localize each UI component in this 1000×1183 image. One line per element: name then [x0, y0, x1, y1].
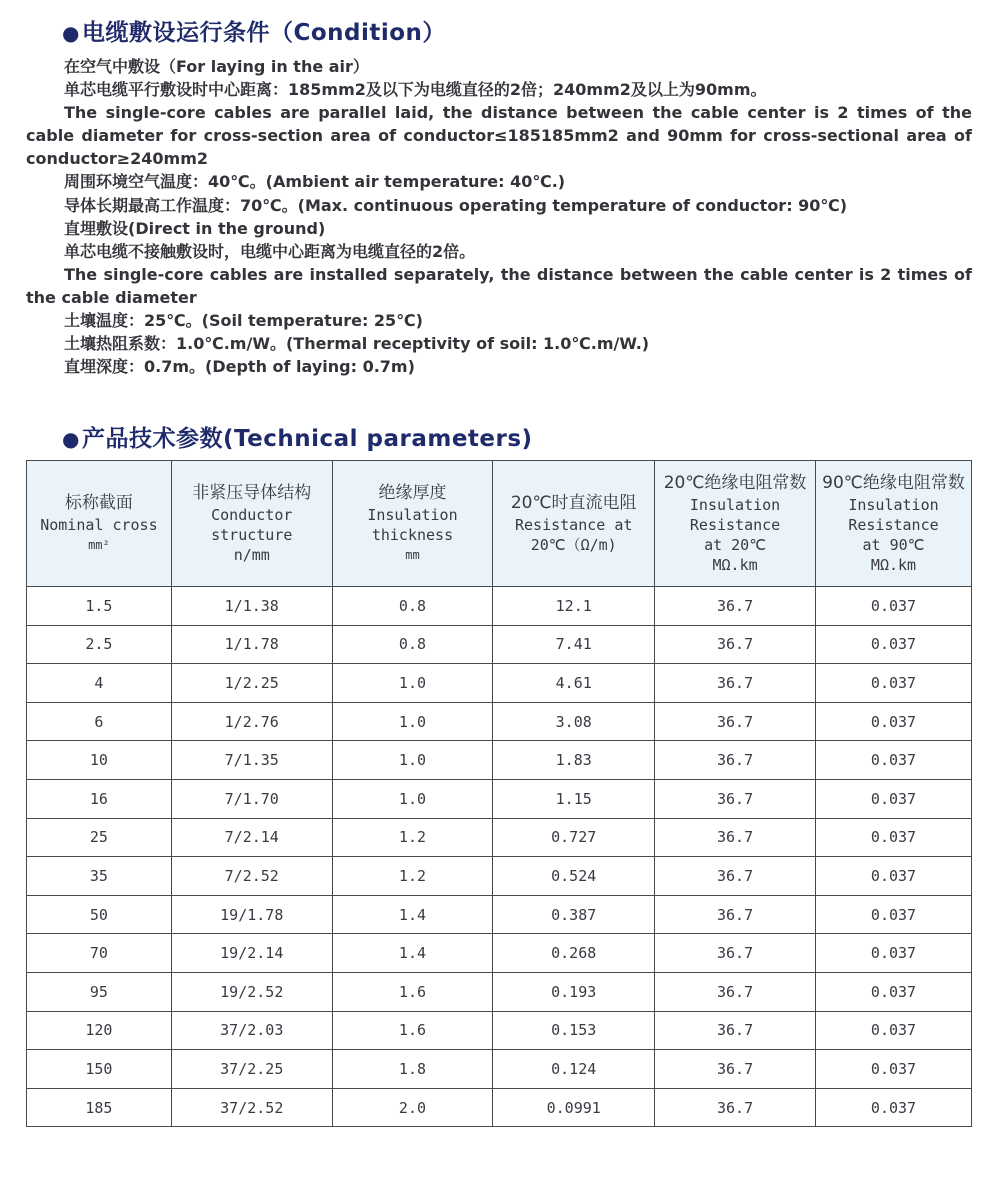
- column-header-cn: 标称截面: [64, 492, 133, 513]
- table-cell: 0.037: [816, 972, 972, 1011]
- table-cell: 1.2: [332, 818, 493, 857]
- table-cell: 36.7: [655, 1050, 816, 1089]
- column-header-en: Conductor: [211, 505, 293, 524]
- table-cell: 7/1.35: [171, 741, 332, 780]
- column-header-en: Resistance: [848, 515, 939, 534]
- table-cell: 36.7: [655, 625, 816, 664]
- table-cell: 0.268: [493, 934, 655, 973]
- table-cell: 1.0: [332, 779, 493, 818]
- condition-line: 直埋深度：0.7m。(Depth of laying: 0.7m): [64, 357, 415, 377]
- column-header-en: Insulation: [689, 495, 781, 514]
- table-cell: 25: [27, 818, 172, 857]
- table-row: [27, 895, 972, 934]
- condition-line: 周围环境空气温度：40℃。(Ambient air temperature: 40℃.): [64, 172, 566, 192]
- table-cell: 36.7: [655, 857, 816, 896]
- table-row: [27, 1050, 972, 1089]
- table-cell: 0.037: [816, 818, 972, 857]
- table-row: [27, 587, 972, 626]
- table-cell: 0.037: [816, 625, 972, 664]
- table-cell: 2.0: [332, 1088, 493, 1127]
- table-cell: 0.124: [493, 1050, 655, 1089]
- column-header-cn: 非紧压导体结构: [192, 482, 312, 503]
- table-cell: 0.8: [332, 625, 493, 664]
- table-row: [27, 664, 972, 703]
- table-row: [27, 1011, 972, 1050]
- condition-line: 导体长期最高工作温度：70℃。(Max. continuous operating temperature of conductor: 90℃): [64, 195, 848, 215]
- table-cell: 1.6: [332, 1011, 493, 1050]
- column-header: [493, 461, 655, 587]
- table-cell: 10: [27, 741, 172, 780]
- column-header-en: at 90℃: [862, 535, 925, 554]
- condition-line: 土壤温度：25℃。(Soil temperature: 25℃): [64, 311, 423, 331]
- column-header-en: MΩ.km: [870, 555, 917, 574]
- table-cell: 36.7: [655, 818, 816, 857]
- condition-line: 土壤热阻系数：1.0℃.m/W。(Thermal receptivity of soil: 1.0℃.m/W.): [64, 334, 650, 354]
- column-header-cn: 20℃时直流电阻: [510, 492, 637, 513]
- table-cell: 12.1: [493, 587, 655, 626]
- table-cell: 19/2.14: [171, 934, 332, 973]
- condition-line: 在空气中敷设（For laying in the air）: [64, 57, 369, 76]
- table-cell: 0.037: [816, 895, 972, 934]
- column-header: [27, 461, 172, 587]
- column-header-cn: 90℃绝缘电阻常数: [822, 472, 965, 493]
- table-cell: 36.7: [655, 779, 816, 818]
- condition-heading-text: 电缆敷设运行条件（Condition）: [81, 20, 446, 46]
- table-cell: 70: [27, 934, 172, 973]
- table-cell: 1.83: [493, 741, 655, 780]
- table-cell: 3.08: [493, 702, 655, 741]
- table-cell: 36.7: [655, 934, 816, 973]
- condition-heading: [62, 14, 446, 47]
- table-cell: 1.0: [332, 741, 493, 780]
- table-cell: 0.037: [816, 587, 972, 626]
- condition-line: The single-core cables are parallel laid, the distance between the cable center is 2 times of the cable diameter for cross-section area of conductor≤185185mm2 and 90mm for cross-sectional area of conductor≥240mm2: [26, 103, 972, 169]
- table-cell: 0.0991: [493, 1088, 655, 1127]
- table-cell: 1.4: [332, 934, 493, 973]
- column-header-en: 20℃（Ω/m): [530, 535, 617, 554]
- table-cell: 1.2: [332, 857, 493, 896]
- table-cell: 7.41: [493, 625, 655, 664]
- table-cell: 0.153: [493, 1011, 655, 1050]
- table-cell: 2.5: [27, 625, 172, 664]
- table-cell: 0.524: [493, 857, 655, 896]
- table-cell: 0.037: [816, 1088, 972, 1127]
- table-row: [27, 625, 972, 664]
- table-cell: 4.61: [493, 664, 655, 703]
- table-cell: 0.037: [816, 702, 972, 741]
- table-cell: 0.037: [816, 741, 972, 780]
- column-header-unit: mm: [405, 547, 420, 562]
- table-cell: 0.8: [332, 587, 493, 626]
- table-cell: 150: [27, 1050, 172, 1089]
- table-cell: 1.8: [332, 1050, 493, 1089]
- table-cell: 37/2.03: [171, 1011, 332, 1050]
- column-header-cn: 20℃绝缘电阻常数: [663, 472, 807, 493]
- table-cell: 36.7: [655, 1088, 816, 1127]
- table-cell: 36.7: [655, 741, 816, 780]
- column-header-en: MΩ.km: [712, 555, 758, 574]
- table-cell: 4: [27, 664, 172, 703]
- column-header: [655, 461, 816, 587]
- technical-heading: [62, 420, 533, 453]
- table-cell: 36.7: [655, 587, 816, 626]
- table-cell: 1/2.76: [171, 702, 332, 741]
- table-cell: 1.15: [493, 779, 655, 818]
- table-cell: 37/2.52: [171, 1088, 332, 1127]
- table-row: [27, 779, 972, 818]
- technical-heading-text: 产品技术参数(Technical parameters): [81, 426, 533, 452]
- table-cell: 7/1.70: [171, 779, 332, 818]
- table-cell: 1/1.38: [171, 587, 332, 626]
- condition-line: 单芯电缆平行敷设时中心距离：185mm2及以下为电缆直径的2倍；240mm2及以上为90mm。: [64, 80, 767, 100]
- table-cell: 36.7: [655, 972, 816, 1011]
- table-cell: 6: [27, 702, 172, 741]
- table-body: [27, 587, 972, 1127]
- table-cell: 36.7: [655, 702, 816, 741]
- table-cell: 19/1.78: [171, 895, 332, 934]
- table-cell: 1.5: [27, 587, 172, 626]
- table-cell: 50: [27, 895, 172, 934]
- table-cell: 0.037: [816, 1050, 972, 1089]
- table-row: [27, 934, 972, 973]
- table-cell: 0.727: [493, 818, 655, 857]
- table-cell: 0.037: [816, 1011, 972, 1050]
- technical-parameters-table: [26, 460, 972, 1127]
- column-header-en: Resistance at: [515, 515, 633, 534]
- table-row: [27, 741, 972, 780]
- table-header-row: [27, 461, 972, 587]
- column-header-en: n/mm: [233, 545, 270, 564]
- condition-line: 单芯电缆不接触敷设时，电缆中心距离为电缆直径的2倍。: [64, 241, 476, 261]
- condition-text: [26, 55, 972, 378]
- table-cell: 19/2.52: [171, 972, 332, 1011]
- table-row: [27, 972, 972, 1011]
- table-cell: 7/2.14: [171, 818, 332, 857]
- table-row: [27, 818, 972, 857]
- column-header-en: thickness: [371, 525, 454, 544]
- table-cell: 1.4: [332, 895, 493, 934]
- bullet-icon: ●: [62, 21, 80, 45]
- column-header-en: Insulation: [848, 495, 939, 514]
- column-header: [171, 461, 332, 587]
- table-cell: 0.037: [816, 857, 972, 896]
- table-row: [27, 702, 972, 741]
- column-header-en: Resistance: [689, 515, 781, 534]
- table-cell: 1.0: [332, 664, 493, 703]
- table-cell: 36.7: [655, 895, 816, 934]
- table-cell: 95: [27, 972, 172, 1011]
- column-header-unit: mm²: [88, 537, 110, 552]
- table-cell: 37/2.25: [171, 1050, 332, 1089]
- table-cell: 36.7: [655, 1011, 816, 1050]
- table-cell: 120: [27, 1011, 172, 1050]
- bullet-icon: ●: [62, 427, 80, 451]
- table-cell: 1/1.78: [171, 625, 332, 664]
- column-header: [332, 461, 493, 587]
- table-row: [27, 857, 972, 896]
- condition-line: 直埋敷设(Direct in the ground): [64, 218, 326, 238]
- table-cell: 36.7: [655, 664, 816, 703]
- table-row: [27, 1088, 972, 1127]
- table-cell: 35: [27, 857, 172, 896]
- table-cell: 1.6: [332, 972, 493, 1011]
- table-cell: 7/2.52: [171, 857, 332, 896]
- column-header-en: at 20℃: [704, 535, 767, 554]
- table-cell: 16: [27, 779, 172, 818]
- column-header-en: Insulation: [367, 505, 458, 524]
- table-cell: 0.037: [816, 664, 972, 703]
- table-cell: 0.037: [816, 934, 972, 973]
- table-cell: 0.387: [493, 895, 655, 934]
- column-header-en: Nominal cross: [40, 515, 158, 534]
- table-cell: 1/2.25: [171, 664, 332, 703]
- table-cell: 0.193: [493, 972, 655, 1011]
- column-header: [816, 461, 972, 587]
- column-header-en: structure: [211, 525, 293, 544]
- table-cell: 0.037: [816, 779, 972, 818]
- column-header-cn: 绝缘厚度: [378, 482, 447, 503]
- condition-line: The single-core cables are installed separately, the distance between the cable center is 2 times of the cable diameter: [26, 264, 972, 307]
- table-cell: 185: [27, 1088, 172, 1127]
- table-cell: 1.0: [332, 702, 493, 741]
